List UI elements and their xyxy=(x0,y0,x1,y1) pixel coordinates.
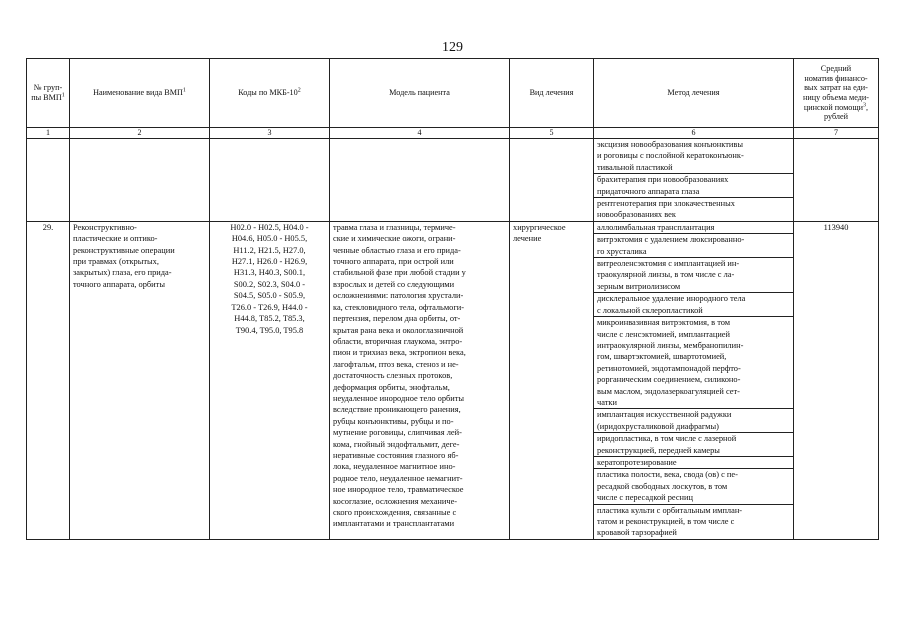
column-number: 2 xyxy=(70,128,210,139)
continuation-methods-cell xyxy=(594,139,794,222)
page-number: 129 xyxy=(442,40,463,55)
header-cost: Средний номатив финансо- вых затрат на еди- ницу объема меди- цинской помощи$^3$, рублей xyxy=(794,59,879,128)
method-item: пластика культи с орбитальным имплан- татом и реконструкцией, в том числе с кровавой тарзорафией xyxy=(597,505,743,538)
method-item: аллолимбальная трансплантация xyxy=(594,222,793,234)
method-item: микроинвазивная витрэктомия, в том числе с ленсэктомией, имплантацией интраокулярной линзы, мембранопилин- гом, швартэктомией, швартотомией, ретинотомией, эндотампонадой перфто- рорганическим соединением, силиконо- вым маслом, эндолазеркоагуляцией сет- чатки xyxy=(594,317,793,409)
header-model: Модель пациента xyxy=(330,59,510,128)
cost-value: 113940 xyxy=(794,221,879,539)
patient-model: травма глаза и глазницы, термиче- ские и химические ожоги, ограни- ченные областью глаза и его прида- точного аппарата, при острой или стабильной фазе при любой стадии у взрослых и детей со следующими осложнениями: патология хрустали- ка, стекловидного тела, офтальмоги- пертензия, перелом дна орбиты, от- крытая рана века и окологлазничной области, вторичная глаукома, энтро- пион и трихиаз века, эктропион века, лагофтальм, птоз века, стеноз и не- достаточность слезных протоков, деформация орбиты, энофтальм, неудаленное инородное тело орбиты вследствие проникающего ранения, рубцы конъюнктивы, рубцы и по- мутнение роговицы, слипчивая лей- кома, гнойный эндофтальмит, деге- неративные состояния глазного яб- лока, неудаленное магнитное ино- родное тело, неудаленное немагнит- ное инородное тело, травматическое косоглазие, осложнения механиче- ского происхождения, связанные с имплантатами и трансплантатами xyxy=(330,221,510,539)
group-number: 29. xyxy=(27,221,70,539)
method-item: пластика полости, века, свода (ов) с пе- ресадкой свободных лоскутов, в том числе с пересадкой ресниц xyxy=(594,469,793,504)
method-item: витреоленсэктомия с имплантацией ин- траокулярной линзы, в том числе с ла- зерным витриолизисом xyxy=(594,258,793,293)
method-item: рентгенотерапия при злокачественных новообразованиях век xyxy=(597,199,735,220)
continuation-row xyxy=(27,139,879,222)
vmp-table xyxy=(26,58,879,540)
vmp-name: Реконструктивно- пластические и оптико- реконструктивные операции при травмах (открытых, закрытых) глаза, его прида- точного аппарата, орбиты xyxy=(70,221,210,539)
header-method: Метод лечения xyxy=(594,59,794,128)
row-29 xyxy=(27,221,879,539)
method-item: эксцизия новообразования конъюнктивы и роговицы с послойной кератоконъюнк- тивальной пластикой xyxy=(594,139,793,174)
header-name: Наименование вида ВМП$^1$ xyxy=(70,59,210,128)
column-number: 1 xyxy=(27,128,70,139)
header-row xyxy=(27,59,879,128)
method-item: кератопротезирование xyxy=(594,457,793,469)
column-number: 5 xyxy=(510,128,594,139)
method-item: брахитерапия при новообразованиях придаточного аппарата глаза xyxy=(594,174,793,198)
header-codes: Коды по МКБ-$10^2$ xyxy=(210,59,330,128)
method-item: дисклеральное удаление инородного тела с локальной склеропластикой xyxy=(594,293,793,317)
column-number: 6 xyxy=(594,128,794,139)
treatment-type: хирургическое лечение xyxy=(510,221,594,539)
column-number: 7 xyxy=(794,128,879,139)
method-item: иридопластика, в том числе с лазерной реконструкцией, передней камеры xyxy=(594,433,793,457)
methods-cell xyxy=(594,221,794,539)
method-item: имплантация искусственной радужки (иридохрусталиковой диафрагмы) xyxy=(594,409,793,433)
icd-codes: H02.0 - H02.5, H04.0 - H04.6, H05.0 - H05.5, H11.2, H21.5, H27.0, H27.1, H26.0 - H26.9, H31.3, H40.3, S00.1, S00.2, S02.3, S04.0 - S04.5, S05.0 - S05.9, T26.0 - T26.9, H44.0 - H44.8, T85.2, T85.3, T90.4, T95.0, T95.8 xyxy=(210,221,330,539)
header-treatment-type: Вид лечения xyxy=(510,59,594,128)
method-item: витрэктомия с удалением люксированно- го хрусталика xyxy=(594,234,793,258)
header-group: № груп- пы ВМП$^1$ xyxy=(27,59,70,128)
column-number: 3 xyxy=(210,128,330,139)
column-number-row xyxy=(27,128,879,139)
column-number: 4 xyxy=(330,128,510,139)
